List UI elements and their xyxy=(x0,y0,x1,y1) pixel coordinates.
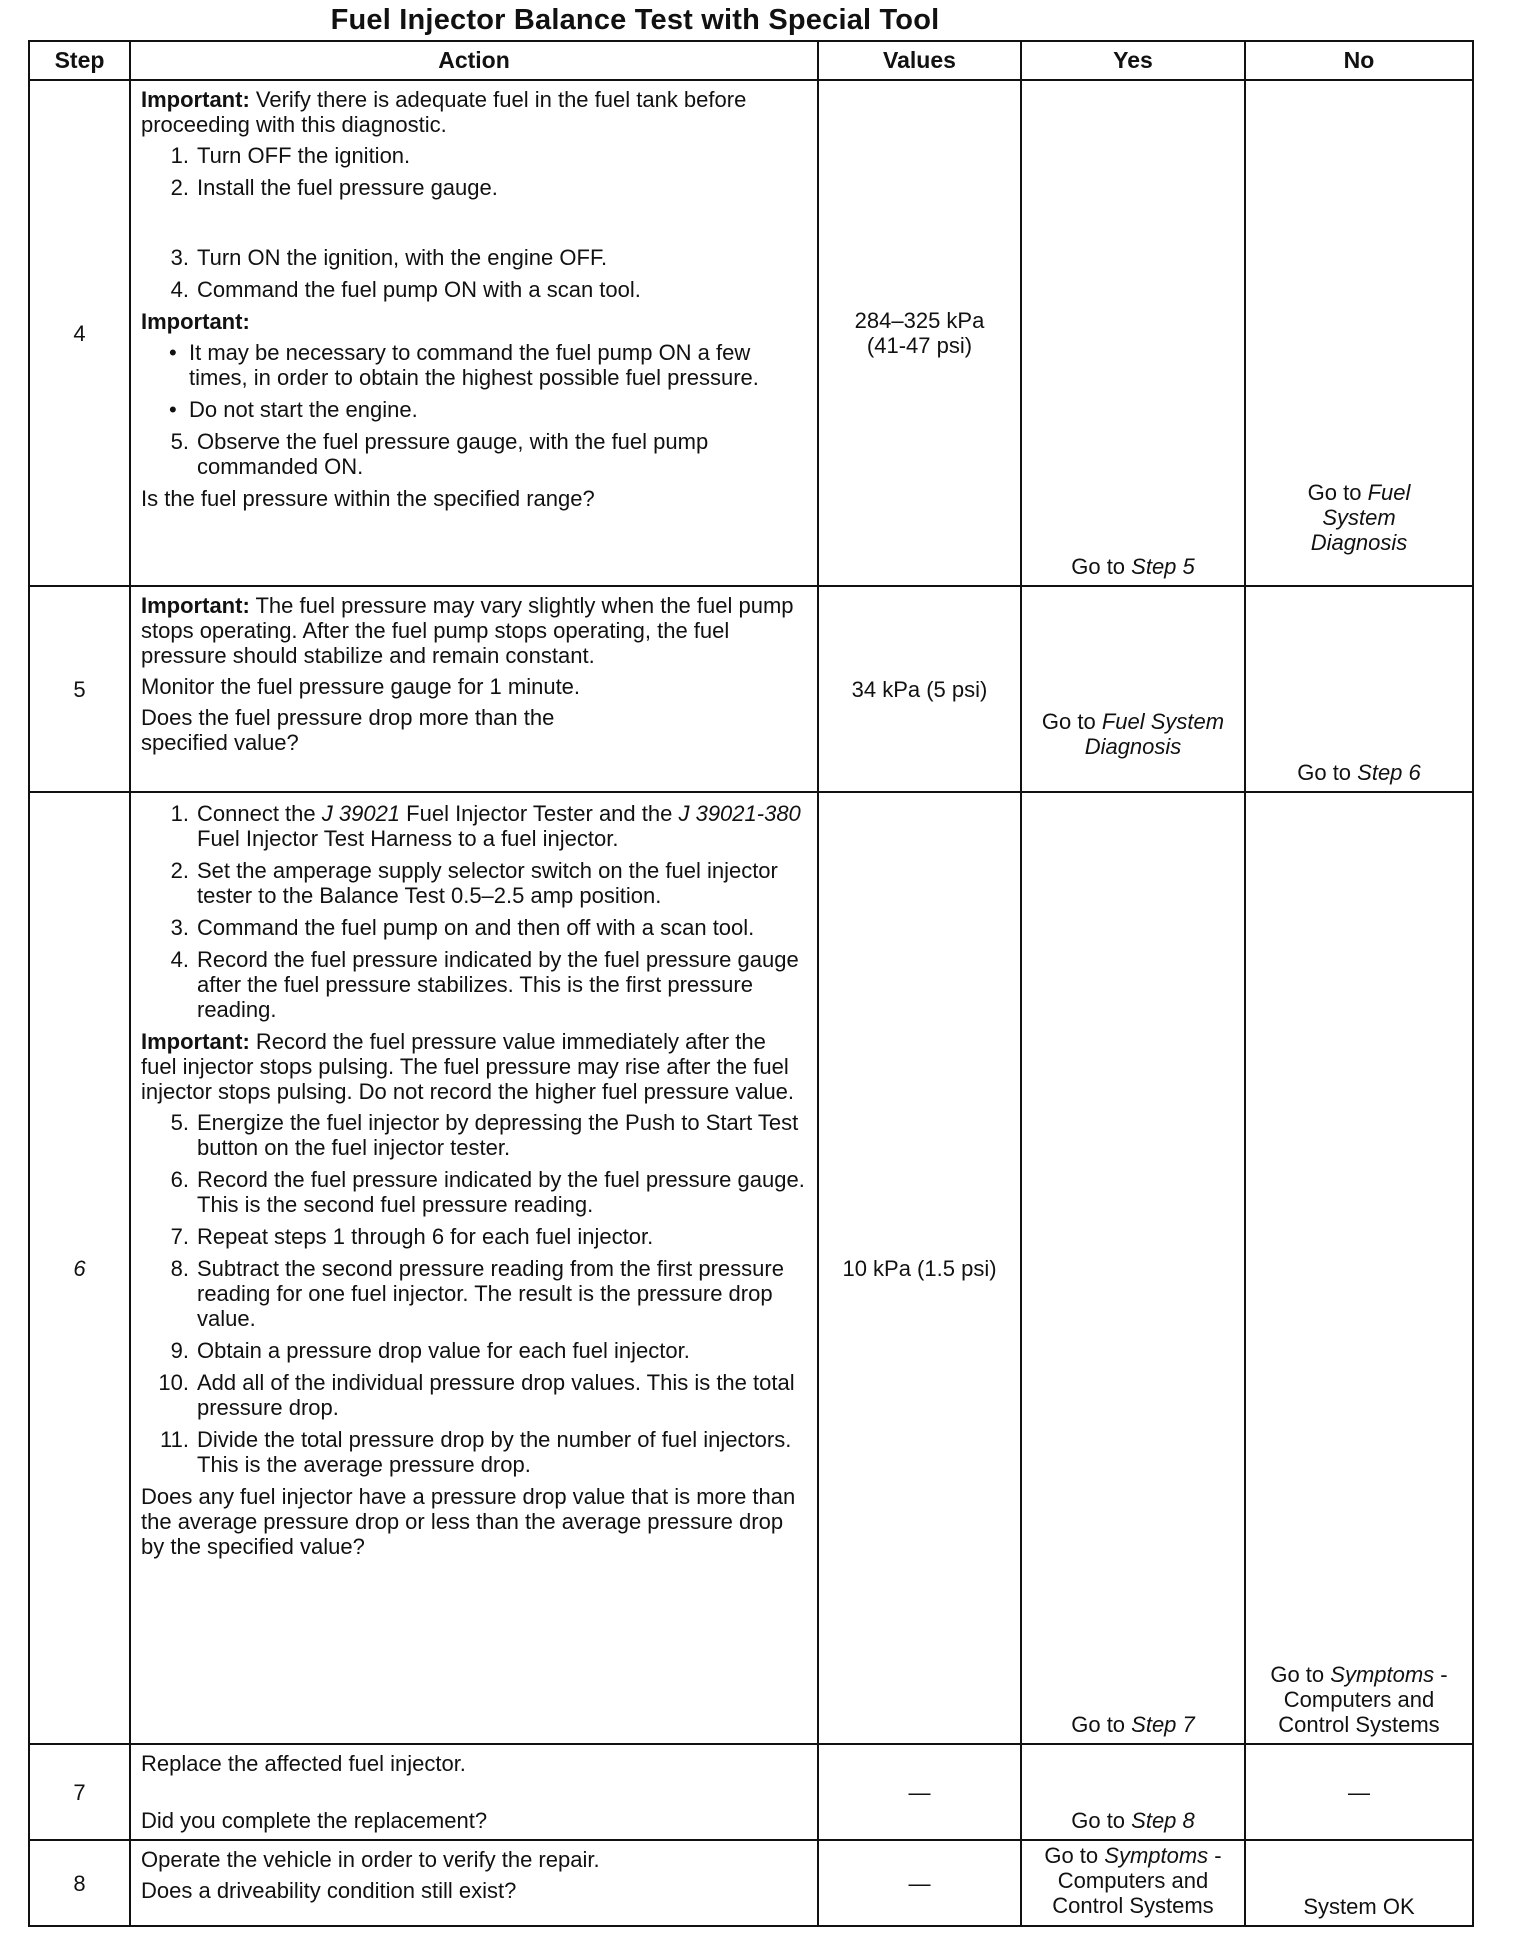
list-item: 10. Add all of the individual pressure drop values. This is the total pressure drop. xyxy=(158,1370,795,1420)
table-row xyxy=(29,1840,1473,1926)
list-item: 4. Record the fuel pressure indicated by the fuel pressure gauge after the fuel pressure stabilizes. This is the first pressure reading. xyxy=(170,947,799,1022)
question-text: Did you complete the replacement? xyxy=(141,1808,488,1833)
value-text: 284–325 kPa xyxy=(854,308,985,333)
value-cell xyxy=(818,1744,1021,1840)
step-number: 6 xyxy=(29,792,130,1744)
step-number: 7 xyxy=(29,1744,130,1840)
header-row xyxy=(29,41,1473,80)
action-cell xyxy=(130,80,818,586)
bullet-list xyxy=(141,340,807,422)
important-label: Important: xyxy=(141,87,250,112)
yes-link[interactable]: Go to Step 7 xyxy=(1071,1712,1195,1737)
action-cell xyxy=(130,792,818,1744)
instruction-text: Replace the affected fuel injector. xyxy=(141,1751,466,1776)
important-text: Verify there is adequate fuel in the fuel tank before proceeding with this diagnostic. xyxy=(141,87,747,137)
list-item: 7. Repeat steps 1 through 6 for each fuel injector. xyxy=(170,1224,654,1249)
table-row xyxy=(29,80,1473,586)
list-item: 2. Set the amperage supply selector switch on the fuel injector tester to the Balance Test 0.5–2.5 amp position. xyxy=(170,858,778,908)
yes-cell xyxy=(1021,80,1245,586)
list-item: 1. Connect the J 39021 Fuel Injector Tester and the J 39021-380 Fuel Injector Test Harness to a fuel injector. xyxy=(170,801,801,851)
no-link[interactable]: Go to Step 6 xyxy=(1297,760,1421,785)
no-cell xyxy=(1245,1744,1473,1840)
question-text: Is the fuel pressure within the specified range? xyxy=(141,486,595,511)
action-cell xyxy=(130,1840,818,1926)
yes-link[interactable]: Go to Step 5 xyxy=(1071,554,1195,579)
list-item: 9. Obtain a pressure drop value for each fuel injector. xyxy=(170,1338,690,1363)
important-label: Important: xyxy=(141,593,250,618)
question-text: Does the fuel pressure drop more than the specified value? xyxy=(141,705,555,755)
action-cell xyxy=(130,586,818,792)
instruction-text: Operate the vehicle in order to verify the repair. xyxy=(141,1847,600,1872)
list-item: 6. Record the fuel pressure indicated by the fuel pressure gauge. This is the second fuel pressure reading. xyxy=(170,1167,805,1217)
value-cell xyxy=(818,80,1021,586)
important-text: Record the fuel pressure value immediately after the fuel injector stops pulsing. The fuel pressure may rise after the fuel injector stops pulsing. Do not record the higher fuel pressure value. xyxy=(141,1029,795,1104)
table-row xyxy=(29,792,1473,1744)
no-cell xyxy=(1245,1840,1473,1926)
important-label: Important: xyxy=(141,309,250,334)
list-item: 11. Divide the total pressure drop by the number of fuel injectors. This is the average pressure drop. xyxy=(160,1427,792,1477)
value-cell xyxy=(818,1840,1021,1926)
instruction-text: Monitor the fuel pressure gauge for 1 minute. xyxy=(141,674,581,699)
step-list xyxy=(141,143,807,302)
value-text: — xyxy=(908,1779,931,1805)
value-text: 34 kPa (5 psi) xyxy=(851,676,988,702)
header-values: Values xyxy=(818,41,1021,80)
list-item: 1. Turn OFF the ignition. xyxy=(170,143,411,168)
value-text: (41-47 psi) xyxy=(866,333,973,358)
step-number: 5 xyxy=(29,586,130,792)
no-cell xyxy=(1245,80,1473,586)
value-text: 10 kPa (1.5 psi) xyxy=(842,1255,997,1281)
header-no: No xyxy=(1245,41,1473,80)
step-list xyxy=(141,429,807,479)
list-item: • It may be necessary to command the fuel pump ON a few times, in order to obtain the highest possible fuel pressure. xyxy=(141,340,807,390)
list-item: 3. Turn ON the ignition, with the engine OFF. xyxy=(170,245,608,270)
table-row xyxy=(29,586,1473,792)
list-item: 2. Install the fuel pressure gauge. xyxy=(170,175,498,200)
step-number: 4 xyxy=(29,80,130,586)
no-cell xyxy=(1245,586,1473,792)
yes-link[interactable]: Go to Symptoms - Computers and Control Systems xyxy=(1044,1843,1222,1918)
list-item: 5. Observe the fuel pressure gauge, with the fuel pump commanded ON. xyxy=(170,429,709,479)
yes-cell xyxy=(1021,586,1245,792)
diagnostic-table xyxy=(28,40,1474,1927)
important-label: Important: xyxy=(141,1029,250,1054)
value-cell xyxy=(818,792,1021,1744)
yes-cell xyxy=(1021,792,1245,1744)
table-row xyxy=(29,1744,1473,1840)
no-value: — xyxy=(1348,1779,1370,1805)
no-link[interactable]: Go to Fuel System Diagnosis xyxy=(1307,480,1411,555)
important-text: The fuel pressure may vary slightly when the fuel pump stops operating. After the fuel pump stops operating, the fuel pressure should stabilize and remain constant. xyxy=(141,593,794,668)
yes-link[interactable]: Go to Step 8 xyxy=(1071,1808,1195,1833)
list-item: • Do not start the engine. xyxy=(141,397,807,422)
no-cell xyxy=(1245,792,1473,1744)
header-step: Step xyxy=(29,41,130,80)
list-item: 3. Command the fuel pump on and then off with a scan tool. xyxy=(170,915,755,940)
list-item: 4. Command the fuel pump ON with a scan tool. xyxy=(170,277,641,302)
question-text: Does a driveability condition still exist? xyxy=(141,1878,517,1903)
page-title: Fuel Injector Balance Test with Special Tool xyxy=(330,4,940,36)
step-list xyxy=(141,801,807,1022)
question-text: Does any fuel injector have a pressure drop value that is more than the average pressure drop or less than the average pressure drop by the specified value? xyxy=(141,1484,796,1559)
action-cell xyxy=(130,1744,818,1840)
yes-cell xyxy=(1021,1840,1245,1926)
header-yes: Yes xyxy=(1021,41,1245,80)
step-number: 8 xyxy=(29,1840,130,1926)
header-action: Action xyxy=(130,41,818,80)
value-text: — xyxy=(908,1870,931,1896)
no-value: System OK xyxy=(1303,1894,1415,1919)
yes-cell xyxy=(1021,1744,1245,1840)
value-cell xyxy=(818,586,1021,792)
step-list xyxy=(141,1110,807,1477)
yes-link[interactable]: Go to Fuel System Diagnosis xyxy=(1041,709,1225,759)
no-link[interactable]: Go to Symptoms - Computers and Control Systems xyxy=(1270,1662,1448,1737)
list-item: 5. Energize the fuel injector by depressing the Push to Start Test button on the fuel injector tester. xyxy=(170,1110,799,1160)
list-item: 8. Subtract the second pressure reading from the first pressure reading for one fuel injector. The result is the pressure drop value. xyxy=(170,1256,784,1331)
